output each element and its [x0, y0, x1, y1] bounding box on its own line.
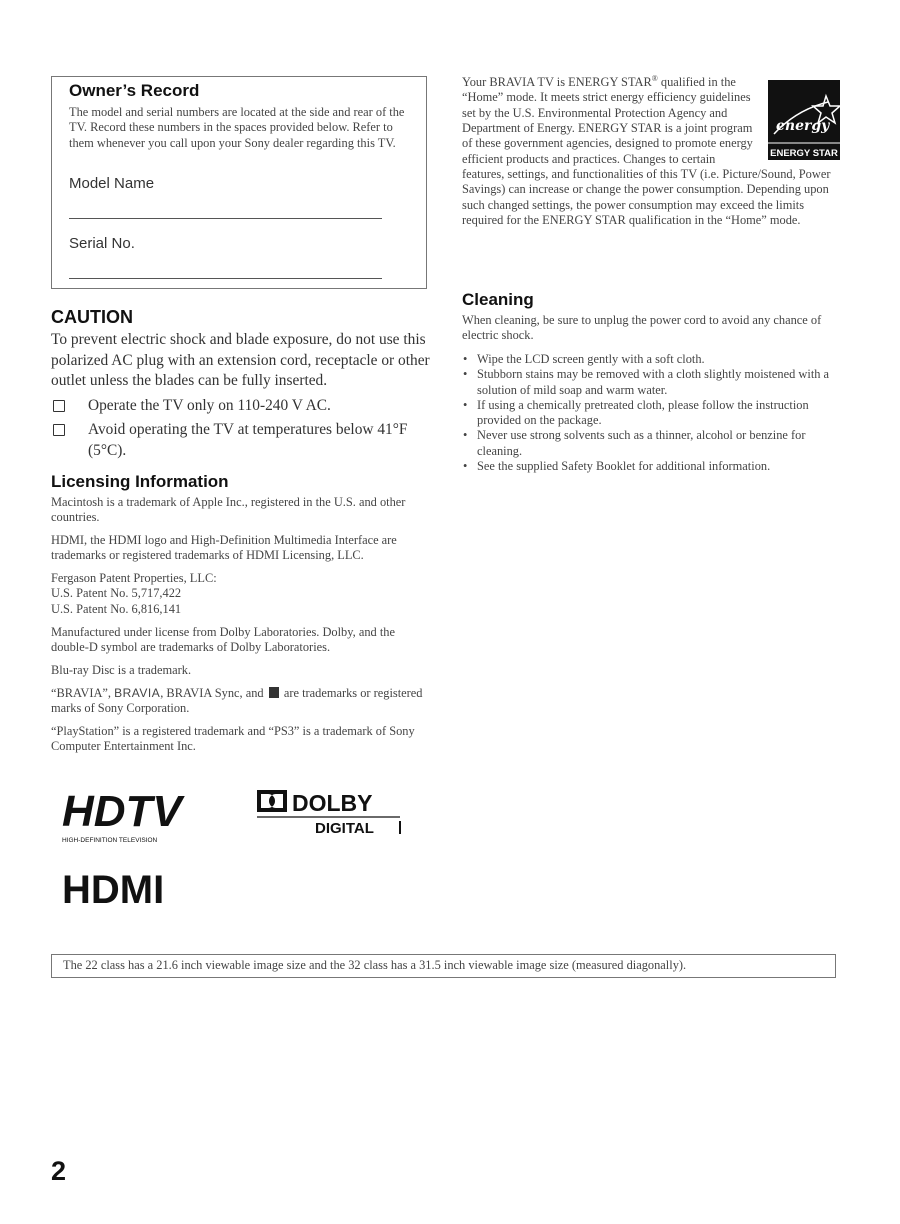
owners-record-text: The model and serial numbers are located at the side and rear of the TV. Record these numbers in the spaces provided below. Refer to them whenever you call upon your Sony dealer regarding this TV. [69, 105, 405, 150]
caution-title: CAUTION [51, 307, 133, 327]
patent-holder: Fergason Patent Properties, LLC: [51, 571, 217, 585]
cleaning-list [462, 352, 842, 474]
hdmi-logo-text: HDMI [62, 870, 165, 906]
checkbox-icon [53, 400, 65, 412]
model-name-field [69, 218, 382, 219]
caution-item [51, 396, 431, 418]
licensing-macintosh: Macintosh is a trademark of Apple Inc., registered in the U.S. and other countries. [51, 495, 406, 525]
licensing-patents [51, 571, 431, 617]
hdtv-logo [60, 778, 210, 846]
bravia-logotype: BRAVIA [114, 686, 161, 700]
list-item: • Never use strong solvents such as a thinner, alcohol or benzine for cleaning. [462, 428, 842, 459]
checkbox-icon [53, 424, 65, 436]
bravia-sync-icon [269, 687, 279, 698]
list-item: • Wipe the LCD screen gently with a soft cloth. [462, 352, 842, 367]
energy-script-text: energy [776, 118, 830, 134]
dolby-digital-logo [255, 786, 405, 836]
caution-text: To prevent electric shock and blade exposure, do not use this polarized AC plug with an extension cord, receptacle or other outlet unless the blades can be fully inserted. [51, 331, 430, 389]
patent-number: U.S. Patent No. 6,816,141 [51, 601, 182, 616]
cleaning-text: When cleaning, be sure to unplug the power cord to avoid any chance of electric shock. [462, 313, 822, 343]
cleaning-title: Cleaning [462, 290, 534, 309]
viewable-size-note-text: The 22 class has a 21.6 inch viewable image size and the 32 class has a 31.5 inch viewable image size (measured diagonally). [63, 958, 687, 972]
caution-item [51, 420, 431, 462]
owners-record-box [51, 76, 427, 289]
list-item: • Stubborn stains may be removed with a cloth slightly moistened with a solution of mild soap and warm water. [462, 367, 842, 398]
licensing-bluray: Blu-ray Disc is a trademark. [51, 663, 192, 677]
model-name-label: Model Name [69, 175, 155, 192]
licensing-hdmi: HDMI, the HDMI logo and High-Definition Multimedia Interface are trademarks or registered trademarks of HDMI Licensing, LLC. [51, 533, 397, 563]
dolby-logo-main: DOLBY [292, 790, 373, 816]
serial-number-label: Serial No. [69, 235, 135, 252]
list-item: • See the supplied Safety Booklet for additional information. [462, 459, 842, 474]
licensing-dolby: Manufactured under license from Dolby Laboratories. Dolby, and the double-D symbol are trademarks of Dolby Laboratories. [51, 625, 395, 655]
hdtv-logo-main: HDTV [62, 787, 182, 836]
viewable-size-note [51, 954, 836, 978]
list-item: • If using a chemically pretreated cloth, please follow the instruction provided on the package. [462, 398, 842, 429]
energy-star-label: ENERGY STAR [770, 148, 838, 159]
licensing-sony: “BRAVIA”, BRAVIA, BRAVIA Sync, and are trademarks or registered marks of Sony Corporation. [51, 686, 423, 716]
hdmi-logo [62, 870, 212, 906]
serial-number-field [69, 278, 382, 279]
licensing-title: Licensing Information [51, 472, 229, 491]
patent-number: U.S. Patent No. 5,717,422 [51, 586, 182, 601]
dolby-logo-sub: DIGITAL [315, 820, 374, 836]
hdtv-logo-sub: HIGH-DEFINITION TELEVISION [62, 837, 158, 844]
licensing-playstation: “PlayStation” is a registered trademark and “PS3” is a trademark of Sony Computer Entertainment Inc. [51, 724, 415, 754]
energy-star-logo [768, 80, 840, 160]
page-number: 2 [51, 1156, 67, 1186]
energy-star-paragraph: energy ENERGY STAR Your BRAVIA TV is ENERGY STAR® qualified in the “Home” mode. It meets strict energy efficiency guidelines set by the U.S. Environmental Protection Agency and Department of Energy. ENERGY STAR is a joint program of these government agencies, designed to promote energy efficient products and practices. Changes to certain features, settings, and functionalities of this TV (i.e. Picture/Sound, Power Savings) can increase or change the power consumption. Depending upon such changed settings, the power consumption may exceed the limits required for the ENERGY STAR qualification in the “Home” mode. [462, 71, 840, 228]
owners-record-title: Owner’s Record [69, 81, 200, 100]
caution-item-text: Operate the TV only on 110-240 V AC. [88, 397, 331, 414]
caution-item-text: Avoid operating the TV at temperatures below 41°F (5°C). [88, 421, 408, 459]
